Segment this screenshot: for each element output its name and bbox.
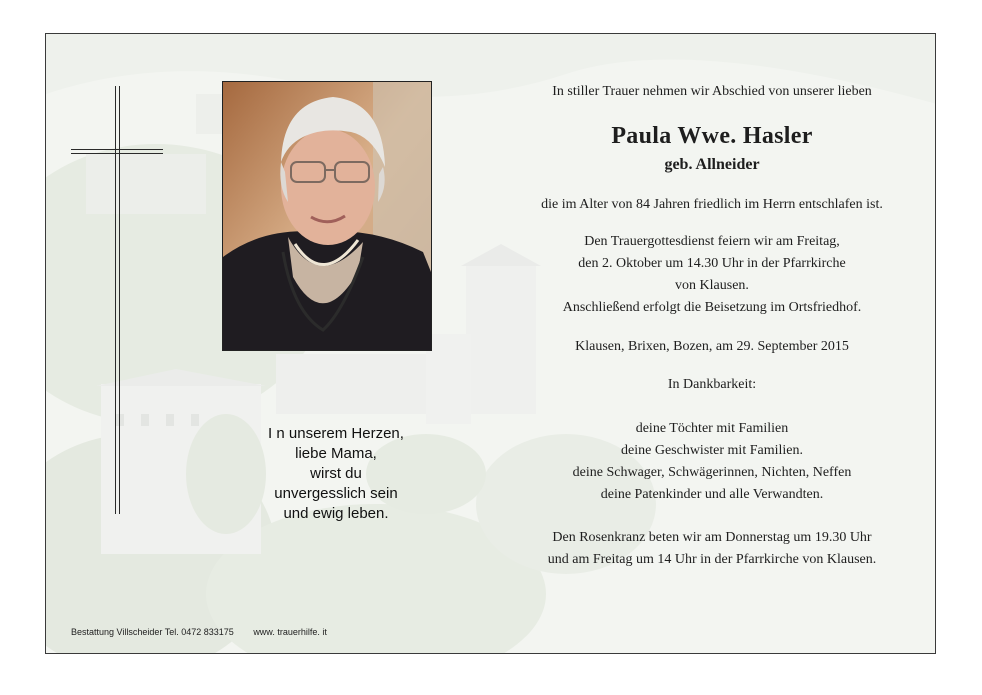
funeral-home-contact: Bestattung Villscheider Tel. 0472 833175: [71, 627, 234, 637]
rosary-line: und am Freitag um 14 Uhr in der Pfarrkirche von Klausen.: [547, 552, 877, 567]
mourner-line: deine Töchter mit Familien: [635, 421, 789, 436]
service-line: Den Trauergottesdienst feiern wir am Freitag,: [584, 234, 840, 249]
place-and-date: Klausen, Brixen, Bozen, am 29. September 2015: [575, 339, 849, 354]
verse-line: und ewig leben.: [283, 505, 389, 522]
mourner-line: deine Geschwister mit Familien.: [621, 443, 803, 458]
mourners-list: [512, 418, 912, 506]
cross-vertical-line: [115, 86, 116, 514]
verse-line: wirst du: [310, 465, 362, 482]
funeral-service-info: [512, 231, 912, 319]
verse-line: liebe Mama,: [295, 445, 377, 462]
deceased-name: Paula Wwe. Hasler: [611, 123, 813, 149]
service-line: den 2. Oktober um 14.30 Uhr in der Pfarrkirche: [578, 256, 846, 271]
cross-vertical-line: [119, 86, 120, 514]
mourner-line: deine Schwager, Schwägerinnen, Nichten, Neffen: [572, 465, 852, 480]
rosary-info: [512, 527, 912, 571]
memorial-verse: [236, 424, 436, 524]
maiden-name: geb. Allneider: [664, 156, 760, 173]
verse-line: I n unserem Herzen,: [268, 425, 404, 442]
obituary-text: [512, 80, 912, 571]
website-link[interactable]: www. trauerhilfe. it: [253, 627, 327, 637]
verse-line: unvergesslich sein: [274, 485, 398, 502]
intro-text: In stiller Trauer nehmen wir Abschied von unserer lieben: [552, 84, 872, 99]
death-notice: die im Alter von 84 Jahren friedlich im Herrn entschlafen ist.: [541, 197, 883, 212]
cross-horizontal-line: [71, 149, 163, 150]
cross-horizontal-line: [71, 153, 163, 154]
portrait-photo: [222, 81, 432, 351]
gratitude-heading: In Dankbarkeit:: [667, 377, 757, 392]
service-line: Anschließend erfolgt die Beisetzung im Ortsfriedhof.: [562, 300, 862, 315]
obituary-card: [45, 33, 936, 654]
footer: [71, 627, 344, 637]
service-line: von Klausen.: [675, 278, 749, 293]
rosary-line: Den Rosenkranz beten wir am Donnerstag um 19.30 Uhr: [552, 530, 872, 545]
mourner-line: deine Patenkinder und alle Verwandten.: [600, 487, 824, 502]
